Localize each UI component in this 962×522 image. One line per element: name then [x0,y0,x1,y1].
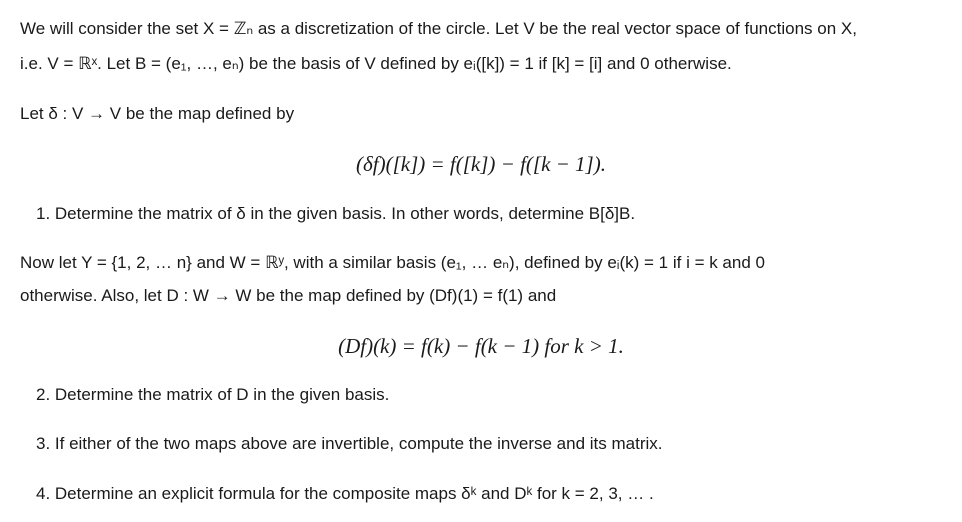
paragraph-intro-line-2: i.e. V = ℝˣ. Let B = (e₁, …, eₙ) be the basis of V defined by eᵢ([k]) = 1 if [k] = [i] and 0 otherwise. [20,54,732,73]
list-item-3: 3. If either of the two maps above are invertible, compute the inverse and its matrix. [36,434,663,453]
paragraph-second-setup-line-2: otherwise. Also, let D : W → W be the map defined by (Df)(1) = f(1) and [20,286,557,305]
equation-delta: (δf)([k]) = f([k]) − f([k − 1]). [356,152,606,176]
list-item-2: 2. Determine the matrix of D in the given basis. [36,385,390,404]
equation-d: (Df)(k) = f(k) − f(k − 1) for k > 1. [338,334,624,358]
list-item-4: 4. Determine an explicit formula for the composite maps δᵏ and Dᵏ for k = 2, 3, … . [36,484,654,503]
paragraph-intro-line-1: We will consider the set X = ℤₙ as a discretization of the circle. Let V be the real vector space of functions on X, [20,19,857,38]
paragraph-delta-definition: Let δ : V → V be the map defined by [20,104,295,123]
paragraph-second-setup-line-1: Now let Y = {1, 2, … n} and W = ℝʸ, with a similar basis (e₁, … eₙ), defined by eᵢ(k) = 1 if i = k and 0 [20,253,765,272]
list-item-1: 1. Determine the matrix of δ in the given basis. In other words, determine B[δ]B. [36,204,636,223]
